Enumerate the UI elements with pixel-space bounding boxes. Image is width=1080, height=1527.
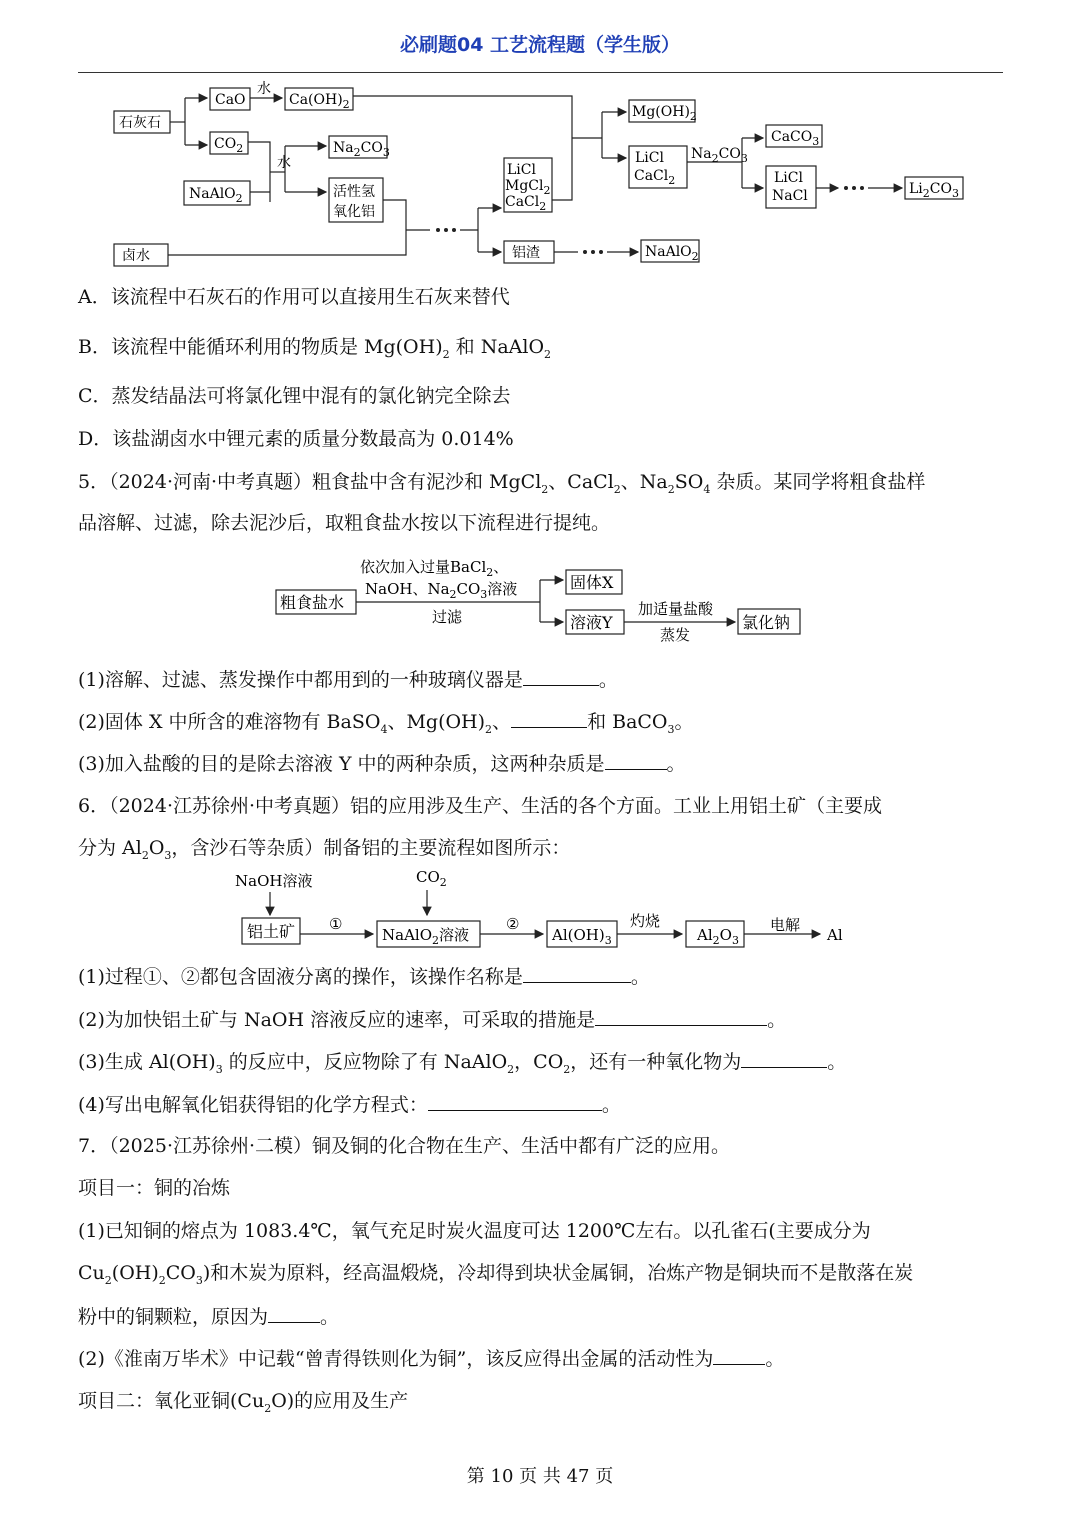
- label-add-reagents2: NaOH、$Na_2CO_3$溶液: [365, 580, 518, 601]
- label-licl-ca1: LiCl: [635, 150, 664, 166]
- label-licl-mix3: CaCl$_2$: [505, 194, 547, 213]
- label-filter: 过滤: [432, 608, 463, 626]
- label-licl-na1: LiCl: [774, 170, 803, 186]
- label-active1: 活性氢: [333, 184, 375, 200]
- label-co2: $CO_2$: [214, 136, 244, 155]
- q5-sub3: (3)加入盐酸的目的是除去溶液 Y 中的两种杂质，这两种杂质是 。: [78, 753, 686, 775]
- label-co2-reagent: $CO_2$: [416, 868, 447, 889]
- label-mgoh2: $Mg(OH)_2$: [632, 104, 697, 123]
- page-header-title: 必刷题04 工艺流程题（学生版）: [399, 34, 681, 56]
- label-solid-x: 固体X: [570, 573, 614, 592]
- q5-sub1: (1)溶解、过滤、蒸发操作中都用到的一种玻璃仪器是 。: [78, 669, 618, 691]
- q6-stem-line1: 6．（2024·江苏徐州·中考真题）铝的应用涉及生产、生活的各个方面。工业上用铝土矿（主要成: [78, 795, 883, 817]
- label-naalo2: NaAlO$_2$: [189, 186, 243, 205]
- option-c: C．蒸发结晶法可将氯化锂中混有的氯化钠完全除去: [78, 385, 511, 407]
- label-naalo2-out: NaAlO$_2$: [645, 244, 699, 263]
- label-caco3: CaCO$_3$: [771, 129, 820, 148]
- label-al-product: Al: [827, 926, 843, 944]
- label-li2co3: $Li_2CO_3$: [909, 181, 959, 200]
- label-calcine: 灼烧: [630, 912, 661, 930]
- q7-project2: 项目二：氧化亚铜$(Cu_2O)$的应用及生产: [78, 1390, 409, 1415]
- q6-sub4: (4)写出电解氧化铝获得铝的化学方程式： 。: [78, 1094, 621, 1116]
- flow-diagram-aluminum: [230, 868, 870, 952]
- label-crude-brine: 粗食盐水: [280, 593, 345, 612]
- q6-sub3: (3)生成 $Al(OH)_3$ 的反应中，反应物除了有 NaAlO$_2$，$CO_2$，还有一种氧化物为 。: [78, 1051, 847, 1076]
- flow-diagram-lithium: [100, 80, 980, 270]
- q7-stem: 7．（2025·江苏徐州·二模）铜及铜的化合物在生产、生活中都有广泛的应用。: [78, 1135, 731, 1157]
- option-b: B．该流程中能循环利用的物质是 $Mg(OH)_2$ 和 NaAlO$_2$: [78, 336, 552, 361]
- label-licl-na2: NaCl: [772, 188, 808, 204]
- q7-sub2: (2)《淮南万毕术》中记载“曾青得铁则化为铜”，该反应得出金属的活动性为 。: [78, 1348, 785, 1370]
- label-step2: ②: [506, 915, 520, 933]
- label-evaporate: 蒸发: [660, 626, 691, 644]
- header-rule: [78, 72, 1003, 73]
- label-na2co3-reagent: $Na_2CO_3$: [691, 146, 748, 165]
- q6-sub1: (1)过程①、②都包含固液分离的操作，该操作名称是 。: [78, 966, 650, 988]
- label-licl-ca2: CaCl$_2$: [634, 168, 676, 187]
- label-na2co3: $Na_2CO_3$: [333, 140, 390, 159]
- q6-stem-line2: 分为 $Al_2O_3$，含沙石等杂质）制备铝的主要流程如图所示：: [78, 837, 571, 862]
- label-licl-mix2: MgCl$_2$: [505, 178, 551, 197]
- label-al2o3: $Al_2O_3$: [697, 926, 739, 947]
- q7-project1: 项目一：铜的冶炼: [78, 1177, 231, 1199]
- label-active2: 氧化铝: [333, 204, 375, 220]
- q7-sub1-line3: 粉中的铜颗粒，原因为 。: [78, 1306, 340, 1328]
- page-footer: 第 10 页 共 47 页: [466, 1466, 614, 1487]
- label-bauxite: 铝土矿: [247, 922, 296, 941]
- label-nacl: 氯化钠: [742, 613, 791, 632]
- label-add-reagents1: 依次加入过量BaCl$_2$、: [360, 558, 509, 579]
- label-water1: 水: [257, 81, 271, 97]
- label-add-acid: 加适量盐酸: [638, 600, 714, 618]
- option-a: A．该流程中石灰石的作用可以直接用生石灰来替代: [78, 286, 510, 308]
- label-limestone: 石灰石: [119, 115, 161, 131]
- label-brine: 卤水: [122, 248, 150, 264]
- flow-diagram-salt: [270, 552, 810, 652]
- q6-sub2: (2)为加快铝土矿与 NaOH 溶液反应的速率，可采取的措施是 。: [78, 1009, 787, 1031]
- q5-stem-line1: 5．（2024·河南·中考真题）粗食盐中含有泥沙和 MgCl$_2$、CaCl$_2$、$Na_2SO_4$ 杂质。某同学将粗食盐样: [78, 471, 926, 496]
- label-cao: CaO: [215, 92, 246, 108]
- label-licl-mix1: LiCl: [507, 162, 536, 178]
- option-d: D．该盐湖卤水中锂元素的质量分数最高为 0.014%: [78, 428, 514, 450]
- q5-stem-line2: 品溶解、过滤，除去泥沙后，取粗食盐水按以下流程进行提纯。: [78, 512, 611, 534]
- label-caoh2: $Ca(OH)_2$: [289, 92, 350, 111]
- q5-sub2: (2)固体 X 中所含的难溶物有 BaSO$_4$、$Mg(OH)_2$、 和 BaCO$_3$。: [78, 711, 694, 736]
- q7-sub1-line2: $Cu_2(OH)_2CO_3$)和木炭为原料，经高温煅烧，冷却得到块状金属铜，冶炼产物是铜块而不是散落在炭: [78, 1262, 914, 1287]
- label-step1: ①: [329, 915, 343, 933]
- label-naalo2-solution: NaAlO$_2$溶液: [382, 926, 470, 947]
- q7-sub1-line1: (1)已知铜的熔点为 1083.4℃，氧气充足时炭火温度可达 1200℃左右。以孔雀石(主要成分为: [78, 1220, 871, 1242]
- label-electrolysis: 电解: [770, 916, 801, 934]
- label-solution-y: 溶液Y: [570, 613, 613, 632]
- label-al-residue: 铝渣: [512, 245, 540, 261]
- label-naoh-solution: NaOH溶液: [235, 872, 313, 890]
- label-water2: 水: [277, 155, 291, 171]
- label-aloh3: $Al(OH)_3$: [552, 926, 612, 947]
